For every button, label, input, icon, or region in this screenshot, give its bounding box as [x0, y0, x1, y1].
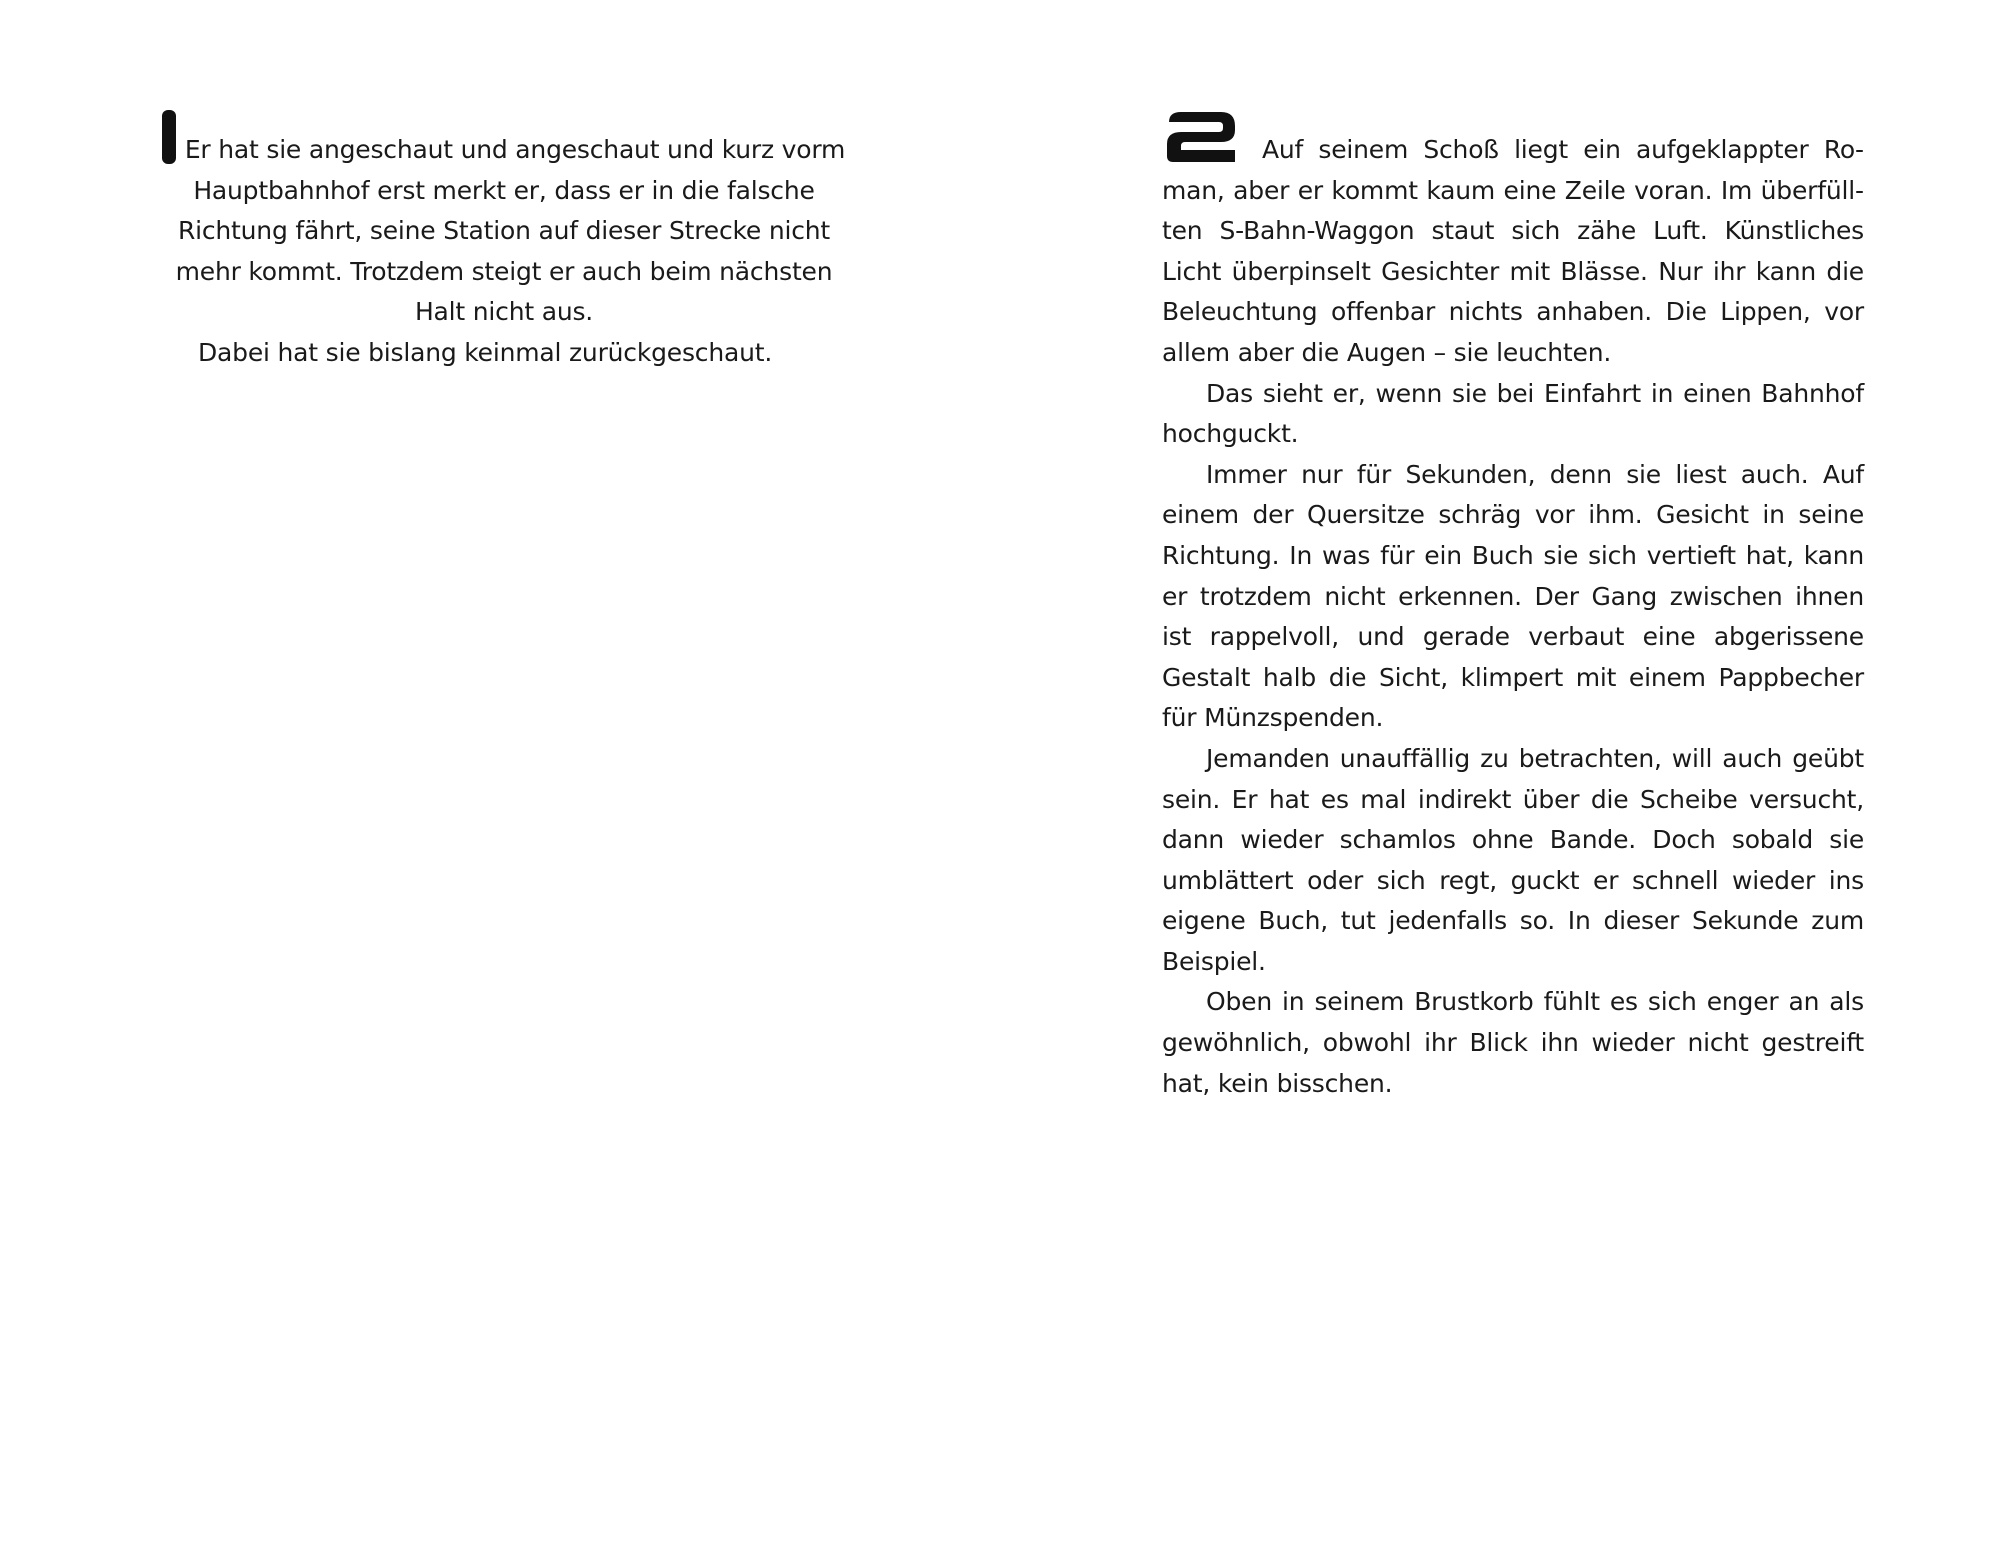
left-paragraph-1: Er hat sie angeschaut und angeschaut und kurz vorm Hauptbahnhof erst merkt er, dass er in die falsche Richtung fährt, seine Station auf dieser Strecke nicht mehr kommt. Trotzdem steigt er auch beim nächsten Halt nicht aus. [175, 135, 846, 327]
right-paragraph-5: Oben in seinem Brustkorb fühlt es sich enger an als gewöhnlich, obwohl ihr Blick ihn wieder nicht gestreift hat, kein bisschen. [1162, 987, 1864, 1098]
left-paragraph-2: Dabei hat sie bislang keinmal zurückgeschaut. [198, 337, 773, 367]
right-page [1000, 0, 2000, 1555]
right-text-column [1162, 130, 1864, 1104]
left-text-column [154, 130, 854, 374]
right-paragraph-2: Das sieht er, wenn sie bei Einfahrt in einen Bahnhof hochguckt. [1162, 378, 1864, 449]
chapter-number-2-text [1000, 0, 1001, 1]
right-paragraph-1: Auf seinem Schoß liegt ein aufgeklappter Roman, aber er kommt kaum eine Zeile voran. Im überfüllten S-Bahn-Waggon staut sich zähe Luft. Künstliches Licht überpinselt Gesichter mit Blässe. Nur ihr kann die Beleuchtung offenbar nichts anhaben. Die Lippen, vor allem aber die Augen – sie leuchten. [1162, 135, 1864, 367]
chapter-number-1-text [0, 0, 1, 1]
right-paragraph-3: Immer nur für Sekunden, denn sie liest auch. Auf einem der Quersitze schräg vor ihm. Gesicht in seine Richtung. In was für ein Buch sie sich vertieft hat, kann er trotzdem nicht erkennen. Der Gang zwischen ihnen ist rappelvoll, und gerade verbaut eine abgerissene Gestalt halb die Sicht, klimpert mit einem Pappbecher für Münzspenden. [1162, 459, 1864, 733]
right-paragraph-4: Jemanden unauffällig zu betrachten, will auch geübt sein. Er hat es mal indirekt über die Scheibe versucht, dann wieder schamlos ohne Bande. Doch sobald sie umblättert oder sich regt, guckt er schnell wieder ins eigene Buch, tut jedenfalls so. In dieser Sekunde zum Beispiel. [1162, 743, 1864, 976]
